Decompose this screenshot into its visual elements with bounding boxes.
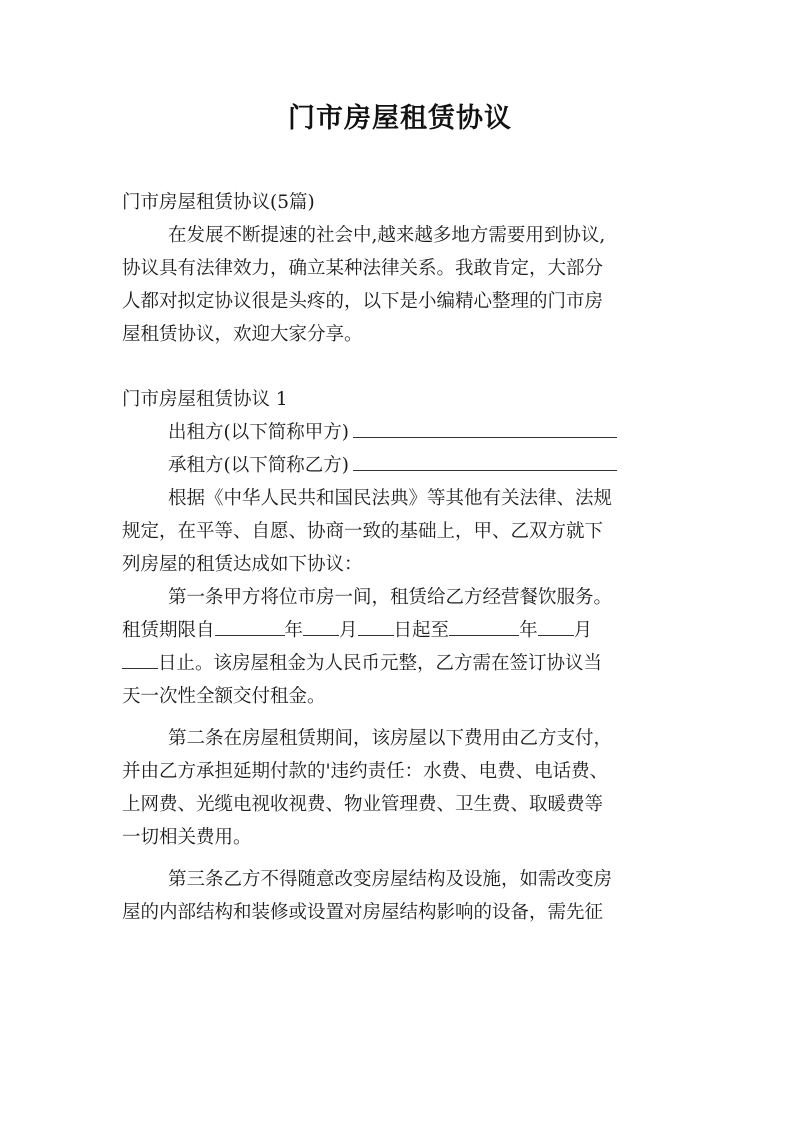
lessor-label: 出租方(以下简称甲方) — [168, 422, 349, 443]
intro-line: 在发展不断提速的社会中,越来越多地方需要用到协议, — [168, 225, 606, 246]
lease-term-line — [122, 614, 682, 647]
document-title: 门市房屋租赁协议 — [288, 103, 512, 134]
lease-term-label: 租赁期限自 — [122, 620, 215, 641]
article2-line: 一切相关费用。 — [122, 827, 252, 848]
day-to-label: 日起至 — [393, 620, 450, 641]
article1-line — [122, 647, 682, 680]
year-label: 年 — [519, 620, 538, 641]
paragraph-gap — [122, 351, 682, 383]
article-2 — [122, 722, 682, 854]
year-label: 年 — [284, 620, 304, 641]
intro-line: 协议具有法律效力，确立某种法律关系。我敢肯定，大部分 — [122, 258, 604, 279]
lessee-blank — [353, 450, 617, 471]
article3-line: 第三条乙方不得随意改变房屋结构及设施，如需改变房 — [168, 869, 613, 890]
article1-line: 天一次性全额交付租金。 — [122, 686, 326, 707]
article2-line: 第二条在房屋租赁期间，该房屋以下费用由乙方支付， — [168, 728, 613, 749]
basis-line: 根据《中华人民共和国民法典》等其他有关法律、法规 — [168, 488, 613, 509]
article1-text: 日止。该房屋租金为人民币元整，乙方需在签订协议当 — [158, 653, 603, 674]
intro-line: 屋租赁协议，欢迎大家分享。 — [122, 324, 363, 345]
lessor-line — [122, 416, 682, 449]
month-label: 月 — [339, 620, 358, 641]
intro-line: 人都对拟定协议很是头疼的，以下是小编精心整理的门市房 — [122, 291, 604, 312]
basis-line: 规定，在平等、自愿、协商一致的基础上，甲、乙双方就下 — [122, 521, 604, 542]
intro-paragraph — [122, 219, 682, 351]
start-day-blank — [358, 615, 394, 636]
article-3 — [122, 863, 682, 929]
article3-line: 屋的内部结构和装修或设置对房屋结构影响的设备，需先征 — [122, 902, 604, 923]
document-subtitle: 门市房屋租赁协议(5篇) — [122, 192, 315, 213]
article-1 — [122, 581, 682, 713]
end-year-blank — [449, 615, 519, 636]
lessor-blank — [353, 417, 617, 438]
document-body — [122, 186, 682, 929]
basis-paragraph — [122, 482, 682, 581]
article2-line: 并由乙方承担延期付款的'违约责任：水费、电费、电话费、 — [122, 761, 609, 782]
article2-line: 上网费、光缆电视收视费、物业管理费、卫生费、取暖费等 — [122, 794, 604, 815]
lessee-label: 承租方(以下简称乙方) — [168, 455, 349, 476]
start-month-blank — [303, 615, 339, 636]
end-month-blank — [538, 615, 574, 636]
month-label: 月 — [573, 620, 593, 641]
end-day-blank — [122, 648, 158, 669]
basis-line: 列房屋的租赁达成如下协议： — [122, 554, 363, 575]
section-heading: 门市房屋租赁协议 1 — [122, 389, 288, 410]
article1-line: 第一条甲方将位市房一间，租赁给乙方经营餐饮服务。 — [168, 587, 613, 608]
start-year-blank — [215, 615, 285, 636]
lessee-line — [122, 449, 682, 482]
